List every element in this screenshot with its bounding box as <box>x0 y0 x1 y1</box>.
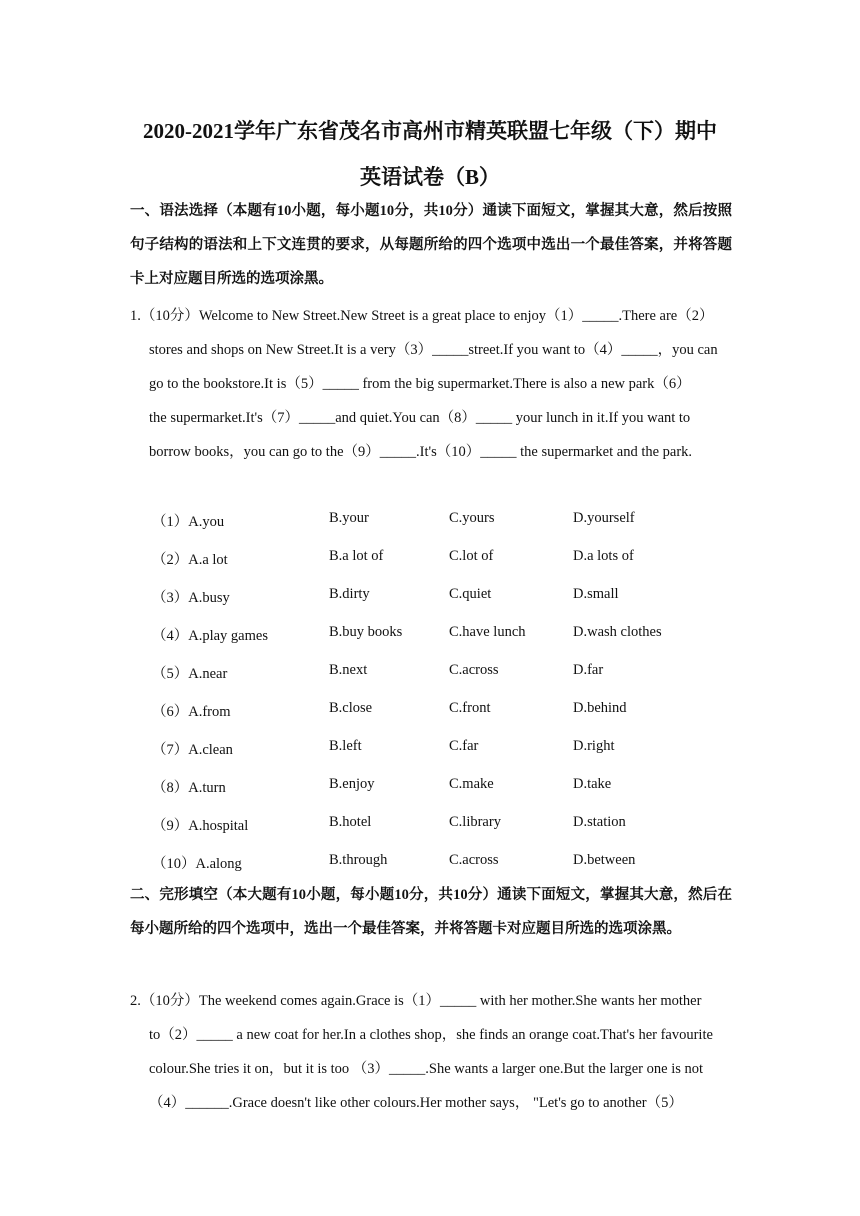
option-b: B.through <box>329 852 388 868</box>
option-d: D.station <box>573 814 626 830</box>
option-b: B.your <box>329 510 369 526</box>
option-a: （8）A.turn <box>152 780 226 796</box>
document-title-line-1: 2020-2021学年广东省茂名市高州市精英联盟七年级（下）期中 <box>143 119 717 143</box>
passage-line: 1.（10分）Welcome to New Street.New Street is a great place to enjoy（1）_____.There are（2） <box>130 308 714 324</box>
option-b: B.close <box>329 700 373 716</box>
option-c: C.library <box>449 814 501 830</box>
option-b: B.hotel <box>329 814 372 830</box>
option-a: （2）A.a lot <box>152 552 228 568</box>
option-a: （4）A.play games <box>152 628 268 644</box>
passage-line: colour.She tries it on，but it is too （3）_____.She wants a larger one.But the larger one is not <box>149 1061 704 1077</box>
option-b: B.dirty <box>329 586 370 602</box>
passage-line: the supermarket.It's（7）_____and quiet.You can（8）_____ your lunch in it.If you want to <box>149 410 691 426</box>
passage-line: stores and shops on New Street.It is a very（3）_____street.If you want to（4）_____，you can <box>149 342 718 358</box>
option-a: （3）A.busy <box>152 590 230 606</box>
passage-line: borrow books，you can go to the（9）_____.It's（10）_____ the supermarket and the park. <box>149 444 693 460</box>
option-d: D.yourself <box>573 510 635 526</box>
option-c: C.quiet <box>449 586 492 602</box>
passage-line: 2.（10分）The weekend comes again.Grace is（1）_____ with her mother.She wants her mother <box>130 993 702 1009</box>
option-c: C.lot of <box>449 548 494 564</box>
option-d: D.take <box>573 776 612 792</box>
option-a: （10）A.along <box>152 856 242 872</box>
option-c: C.far <box>449 738 479 754</box>
option-d: D.right <box>573 738 615 754</box>
option-c: C.have lunch <box>449 624 526 640</box>
option-a: （6）A.from <box>152 704 231 720</box>
option-b: B.left <box>329 738 362 754</box>
option-c: C.across <box>449 852 499 868</box>
option-c: C.across <box>449 662 499 678</box>
option-d: D.between <box>573 852 636 868</box>
option-d: D.behind <box>573 700 627 716</box>
option-d: D.wash clothes <box>573 624 662 640</box>
option-b: B.a lot of <box>329 548 384 564</box>
option-b: B.next <box>329 662 368 678</box>
option-a: （1）A.you <box>152 514 225 530</box>
passage-line: go to the bookstore.It is（5）_____ from the big supermarket.There is also a new park（6） <box>149 376 691 392</box>
option-c: C.make <box>449 776 494 792</box>
option-c: C.front <box>449 700 491 716</box>
passage-line: （4）______.Grace doesn't like other colours.Her mother says， "Let's go to another（5） <box>149 1095 683 1111</box>
section-1-instructions: 一、语法选择（本题有10小题，每小题10分，共10分）通读下面短文，掌握其大意，然后按照句子结构的语法和上下文连贯的要求，从每题所给的四个选项中选出一个最佳答案，并将答题卡上对应题目所选的选项涂黑。 <box>130 203 732 287</box>
option-c: C.yours <box>449 510 495 526</box>
section-2-instructions: 二、完形填空（本大题有10小题，每小题10分，共10分）通读下面短文，掌握其大意，然后在每小题所给的四个选项中，选出一个最佳答案，并将答题卡对应题目所选的选项涂黑。 <box>130 887 732 937</box>
option-b: B.buy books <box>329 624 403 640</box>
option-a: （9）A.hospital <box>152 818 249 834</box>
option-b: B.enjoy <box>329 776 375 792</box>
option-a: （7）A.clean <box>152 742 233 758</box>
passage-line: to（2）_____ a new coat for her.In a clothes shop，she finds an orange coat.That's her favourite <box>149 1027 713 1043</box>
option-d: D.a lots of <box>573 548 634 564</box>
document-title-line-2: 英语试卷（B） <box>359 165 500 189</box>
option-d: D.far <box>573 662 604 678</box>
option-d: D.small <box>573 586 619 602</box>
option-a: （5）A.near <box>152 666 228 682</box>
